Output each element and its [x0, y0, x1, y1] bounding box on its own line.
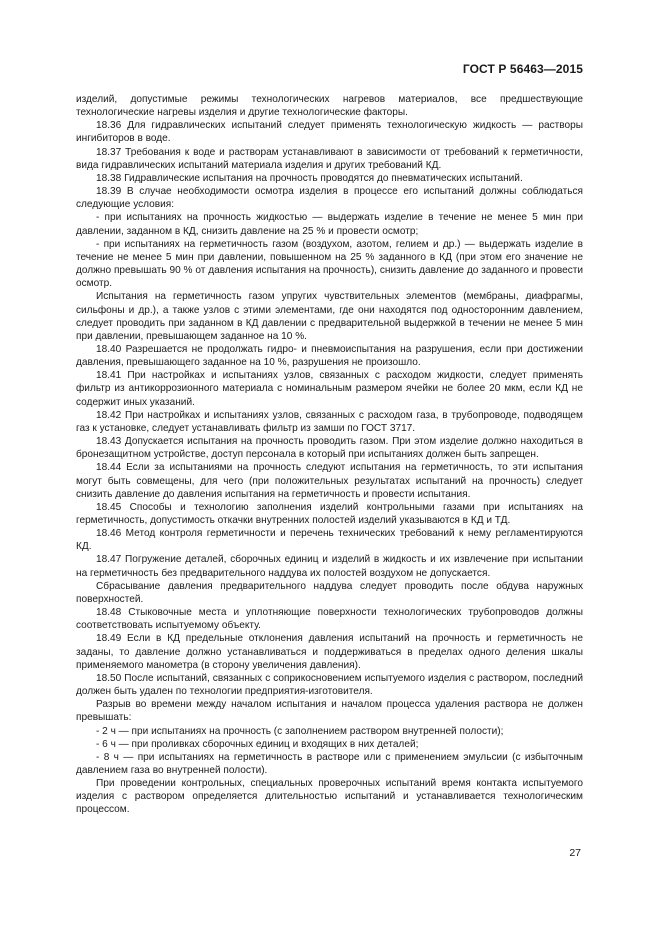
- clause-18-50: 18.50 После испытаний, связанных с соприкосновением испытуемого изделия с раствором, последний должен быть удален по технологии предприятия-изготовителя.: [76, 672, 583, 698]
- clause-18-37: 18.37 Требования к воде и растворам устанавливают в зависимости от требований к герметичности, вида гидравлических испытаний материала изделия и других требований КД.: [76, 146, 583, 171]
- list-item: - 8 ч — при испытаниях на герметичность в растворе или с применением эмульсии (с избыточным давлением газа во внутренней полости).: [76, 751, 583, 776]
- paragraph-continuation: изделий, допустимые режимы технологических нагревов материалов, все предшествующие технологические нагревы изделия и другие технологические факторы.: [76, 94, 583, 119]
- clause-18-48: 18.48 Стыковочные места и уплотняющие поверхности технологических трубопроводов должны соответствовать испытуемому объекту.: [76, 607, 583, 632]
- clause-18-39: 18.39 В случае необходимости осмотра изделия в процессе его испытаний должны соблюдаться следующие условия:: [76, 186, 583, 211]
- clause-18-40: 18.40 Разрешается не продолжать гидро- и пневмоиспытания на разрушения, если при достижении давления, превышающего заданное на 10 %, разрушения не произошло.: [76, 343, 583, 369]
- clause-18-47: 18.47 Погружение деталей, сборочных единиц и изделий в жидкость и их извлечение при испытании на герметичность без предварительного наддува их полостей воздухом не допускается.: [76, 554, 583, 579]
- clause-18-49: 18.49 Если в КД предельные отклонения давления испытаний на прочность и герметичность не заданы, то давление должно устанавливаться и поддерживаться в пределах одного деления шкалы применяемого манометра (в сторону увеличения давления).: [76, 633, 583, 671]
- document-body: [76, 93, 583, 817]
- paragraph: Сбрасывание давления предварительного наддува следует проводить после обдува наружных поверхностей.: [76, 580, 583, 605]
- clause-18-38: 18.38 Гидравлические испытания на прочность проводятся до пневматических испытаний.: [96, 172, 523, 184]
- standard-header: ГОСТ Р 56463—2015: [462, 62, 583, 76]
- clause-18-43: 18.43 Допускается испытания на прочность проводить газом. При этом изделие должно находиться в бронезащитном устройстве, доступ персонала в который при испытаниях должен быть запрещен.: [76, 436, 583, 461]
- clause-18-41: 18.41 При настройках и испытаниях узлов, связанных с расходом жидкости, следует применять фильтр из антикоррозионного материала с номинальным размером ячейки не более 20 мкм, если КД не содержит иных указаний.: [76, 370, 583, 408]
- clause-18-46: 18.46 Метод контроля герметичности и перечень технических требований к нему регламентируются КД.: [76, 528, 583, 553]
- paragraph: Испытания на герметичность газом упругих чувствительных элементов (мембраны, диафрагмы, сильфоны и др.), а также узлов с этими элементами, где они находятся под односторонним давлением, следует проводить при заданном в КД давлении с предварительной выдержкой в течении не менее 5 мин при давлении, превышающем заданное на 10 %.: [76, 291, 583, 342]
- clause-18-45: 18.45 Способы и технологию заполнения изделий контрольными газами при испытаниях на герметичность, допустимость откачки внутренних полостей изделий указываются в КД и ТД.: [76, 501, 583, 526]
- list-item: - при испытаниях на прочность жидкостью — выдержать изделие в течение не менее 5 мин при давлении, заданном в КД, снизить давление на 25 % и провести осмотр;: [76, 212, 583, 237]
- page-number: 27: [569, 847, 581, 859]
- paragraph: Разрыв во времени между началом испытания и началом процесса удаления раствора не должен превышать:: [76, 699, 583, 724]
- clause-18-42: 18.42 При настройках и испытаниях узлов, связанных с расходом газа, в трубопроводе, подводящем газ к установке, следует устанавливать фильтр из замши по ГОСТ 3717.: [76, 409, 583, 434]
- list-item: - 2 ч — при испытаниях на прочность (с заполнением раствором внутренней полости);: [96, 725, 504, 737]
- paragraph: При проведении контрольных, специальных проверочных испытаний время контакта испытуемого изделия с раствором определяется длительностью испытаний и устанавливается технологическим процессом.: [76, 778, 583, 816]
- clause-18-44: 18.44 Если за испытаниями на прочность следуют испытания на герметичность, то эти испытания могут быть совмещены, для чего (при положительных результатах испытаний на прочность) следует снизить давление до давления испытания на герметичность и провести испытания.: [76, 462, 583, 500]
- list-item: - при испытаниях на герметичность газом (воздухом, азотом, гелием и др.) — выдержать изделие в течение не менее 5 мин при давлении, повышенном на 25 % заданного в КД (при этом его значение не должно превышать 90 % от давления испытания на прочность), снизить давление до заданного и провести осмотр.: [76, 238, 583, 290]
- list-item: - 6 ч — при проливках сборочных единиц и входящих в них деталей;: [96, 738, 419, 750]
- clause-18-36: 18.36 Для гидравлических испытаний следует применять технологическую жидкость — растворы ингибиторов в воде.: [76, 120, 583, 145]
